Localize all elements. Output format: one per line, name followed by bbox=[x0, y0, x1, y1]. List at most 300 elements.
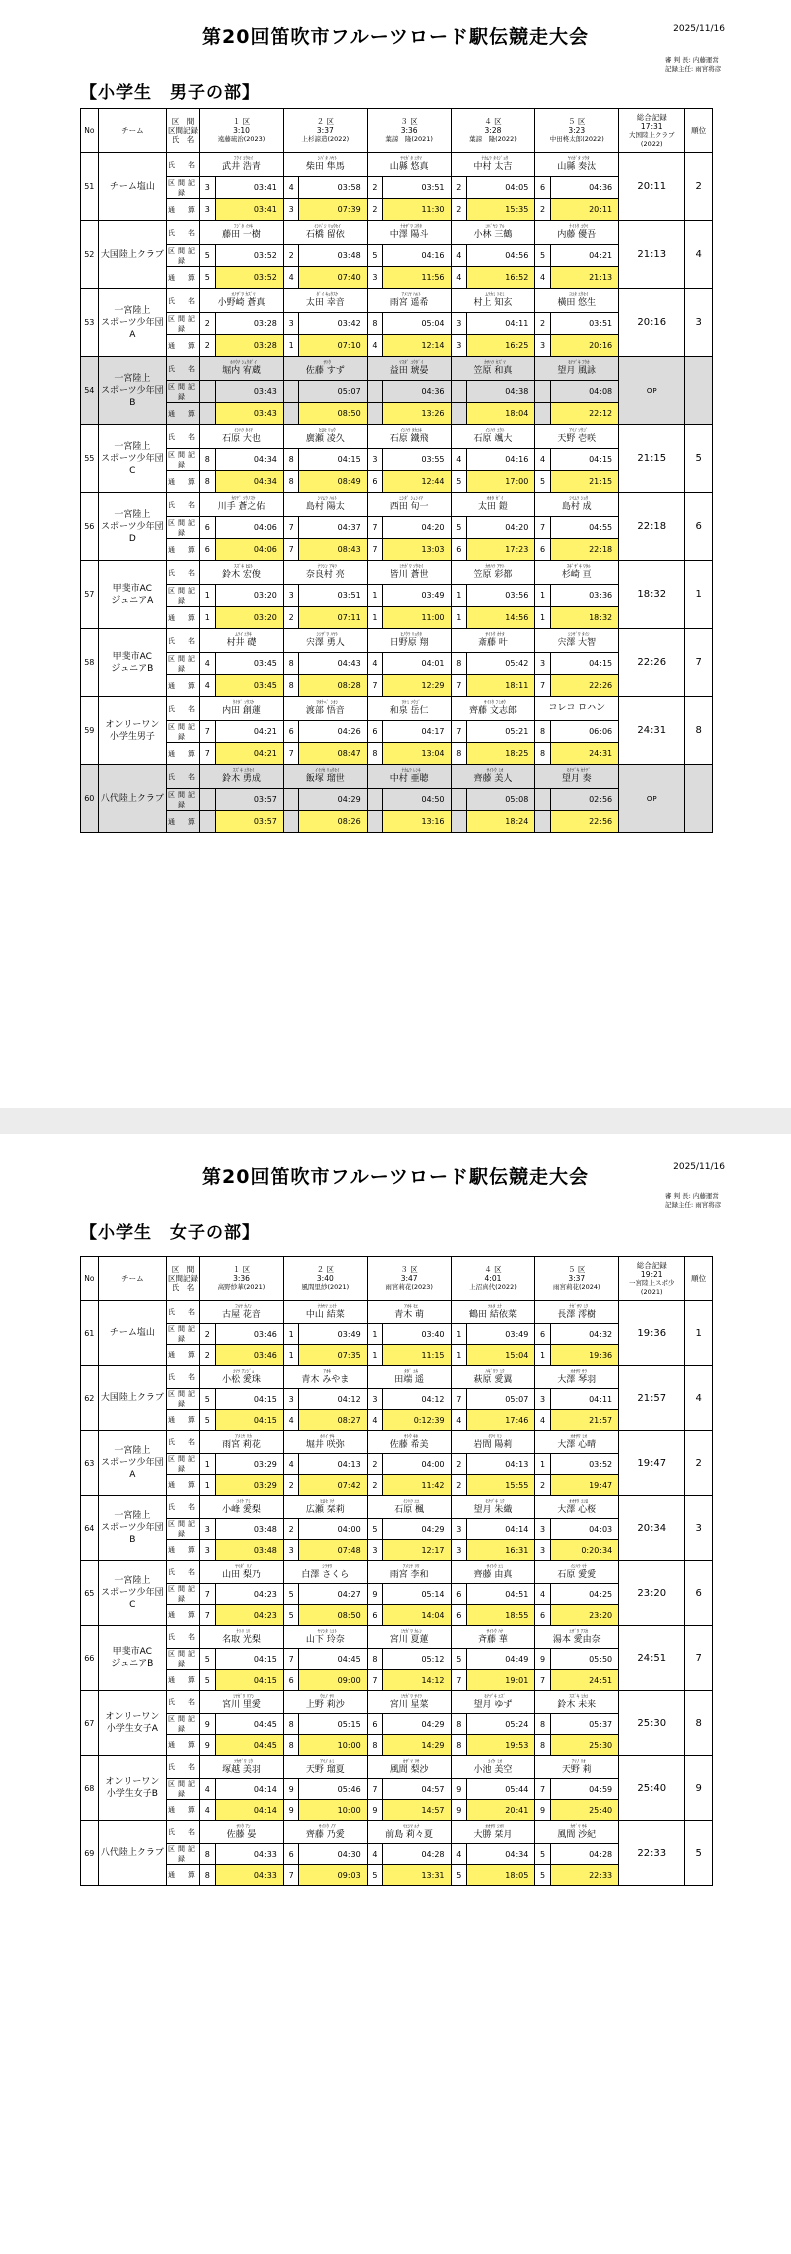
leg-time: 04:34 bbox=[466, 1844, 534, 1865]
cumulative-rank: 4 bbox=[283, 1410, 298, 1431]
runner-kana: ｽｷﾞｻﾞｷ ﾜﾀﾙ bbox=[566, 564, 591, 570]
leg-rank: 2 bbox=[200, 313, 215, 335]
cumulative-rank bbox=[535, 811, 550, 833]
leg-rank: 2 bbox=[367, 1454, 382, 1475]
cumulative-rank: 7 bbox=[200, 743, 215, 765]
leg-time: 03:41 bbox=[215, 177, 283, 199]
runner-name bbox=[367, 1366, 451, 1389]
leg-rank: 6 bbox=[200, 517, 215, 539]
runner-kana: ｱﾏﾉ ﾙﾐ bbox=[320, 1758, 335, 1765]
runner-name bbox=[200, 221, 284, 245]
runner-kanji: 長澤 澪樹 bbox=[557, 1309, 597, 1320]
section-time-row bbox=[81, 585, 713, 607]
runner-name bbox=[451, 1301, 535, 1324]
runner-name bbox=[535, 697, 619, 721]
team-name-line: 一宮陸上 bbox=[114, 1511, 151, 1521]
runner-kana: ｱｵｷ ﾓｴ bbox=[404, 1303, 419, 1310]
leg-rank: 3 bbox=[535, 1519, 550, 1540]
header-rank: 順位 bbox=[685, 109, 713, 153]
team-name-line: 小学生女子A bbox=[106, 1724, 158, 1734]
runner-name bbox=[200, 1301, 284, 1324]
runner-kana: ｼｼｻﾞﾜ ﾊﾔﾄ bbox=[316, 632, 339, 638]
runner-kana: ﾔﾏｼﾀ ﾐｺﾄ bbox=[317, 1628, 337, 1635]
row-label-sec: 区間記録 bbox=[168, 1390, 199, 1408]
runner-kana: ﾅｶｻﾞﾜ ﾖｳﾀ bbox=[400, 224, 422, 230]
leg-time: 04:13 bbox=[299, 1454, 367, 1475]
cumulative-rank: 2 bbox=[367, 199, 382, 221]
cumulative-time: 0:20:34 bbox=[550, 1540, 618, 1561]
leg-rank: 3 bbox=[535, 1389, 550, 1410]
leg-rank: 4 bbox=[535, 449, 550, 471]
cumulative-time: 07:11 bbox=[299, 607, 367, 629]
row-label-name: 氏 名 bbox=[167, 765, 200, 789]
cumulative-time: 14:29 bbox=[383, 1735, 451, 1756]
team-total-time: 21:15 bbox=[619, 425, 685, 493]
cumulative-rank: 2 bbox=[283, 1475, 298, 1496]
runner-kanji: 渡部 悟音 bbox=[305, 706, 345, 716]
runner-kana: ｻｲﾄｳ ﾐｵ bbox=[486, 768, 504, 774]
cumulative-rank: 3 bbox=[200, 199, 215, 221]
leg-rank: 7 bbox=[535, 1779, 550, 1800]
runner-kana: ｼﾗｻﾜ bbox=[322, 1563, 333, 1570]
cumulative-time: 0:12:39 bbox=[383, 1410, 451, 1431]
row-label-sec: 区間記録 bbox=[168, 382, 199, 401]
team-name-line: 八代陸上クラブ bbox=[100, 1848, 164, 1858]
leg-rank: 8 bbox=[451, 653, 466, 675]
row-label-name: 氏 名 bbox=[167, 1626, 200, 1649]
staff-line: 審 判 長: 内藤運営 bbox=[665, 1192, 719, 1200]
team-number: 62 bbox=[81, 1366, 99, 1431]
runner-kanji: 石橋 留依 bbox=[305, 230, 345, 240]
cumulative-time: 12:17 bbox=[383, 1540, 451, 1561]
header-no: No bbox=[81, 1257, 99, 1301]
leg-rank bbox=[200, 381, 215, 403]
leg-rank: 3 bbox=[283, 1389, 298, 1410]
runner-kana: ﾐﾔｶﾞﾜ ｻｲﾗ bbox=[400, 1693, 422, 1700]
runner-kanji: 湯本 愛由奈 bbox=[552, 1634, 601, 1645]
cumulative-time-row bbox=[81, 1475, 713, 1496]
runner-kanji: 岩間 陽莉 bbox=[473, 1439, 513, 1450]
runner-name bbox=[535, 1821, 619, 1844]
leg-rank: 1 bbox=[200, 1454, 215, 1475]
leg-label: ４ 区 bbox=[484, 1265, 502, 1275]
runner-kanji: 佐藤 晏 bbox=[226, 1829, 257, 1840]
runner-kana: ｻｲﾄｳ ﾕﾐ bbox=[486, 1563, 504, 1570]
cumulative-rank: 6 bbox=[200, 539, 215, 561]
cumulative-rank: 7 bbox=[367, 1670, 382, 1691]
leg-record-time: 3:23 bbox=[568, 126, 586, 136]
runner-kana: ｺﾊﾞﾔｼ ｱﾙ bbox=[485, 224, 505, 230]
leg-record-holder: 遠藤琉治(2023) bbox=[217, 135, 266, 144]
cumulative-time-row bbox=[81, 743, 713, 765]
leg-time: 04:36 bbox=[550, 177, 618, 199]
team-rank: 5 bbox=[685, 425, 713, 493]
cumulative-time: 20:41 bbox=[466, 1800, 534, 1821]
runner-kanji: 益田 琥晏 bbox=[389, 366, 429, 376]
cumulative-time: 22:26 bbox=[550, 675, 618, 697]
runner-name bbox=[451, 153, 535, 177]
leg-rank: 7 bbox=[200, 721, 215, 743]
runner-kanji: 宮川 里愛 bbox=[222, 1699, 261, 1710]
runner-kanji: 望月 風詠 bbox=[557, 366, 597, 376]
cumulative-time: 17:23 bbox=[466, 539, 534, 561]
cumulative-rank: 3 bbox=[367, 267, 382, 289]
leg-time: 04:29 bbox=[299, 789, 367, 811]
runner-name bbox=[200, 1366, 284, 1389]
team-rank: 1 bbox=[685, 561, 713, 629]
runner-name bbox=[283, 425, 367, 449]
staff-line: 記録主任: 雨宮将彦 bbox=[665, 1201, 722, 1209]
runner-kana: ﾏｴｼﾏ ﾙﾅ bbox=[402, 1823, 420, 1830]
row-label-name: 氏 名 bbox=[167, 1431, 200, 1454]
runner-kana: ﾅｲﾄｳ ﾕｳﾏ bbox=[569, 224, 589, 230]
team-name bbox=[98, 1626, 166, 1691]
leg-rank: 8 bbox=[535, 721, 550, 743]
leg-time: 04:08 bbox=[550, 381, 618, 403]
team-rank: 4 bbox=[685, 1366, 713, 1431]
cumulative-time: 16:52 bbox=[466, 267, 534, 289]
row-label-cum: 通 算 bbox=[167, 1670, 200, 1691]
runner-name bbox=[535, 1626, 619, 1649]
cumulative-time: 07:40 bbox=[299, 267, 367, 289]
team-name-row bbox=[81, 1496, 713, 1519]
cumulative-time-row bbox=[81, 471, 713, 493]
cumulative-rank: 7 bbox=[535, 675, 550, 697]
cumulative-time: 14:12 bbox=[383, 1670, 451, 1691]
team-name bbox=[98, 765, 166, 833]
runner-name bbox=[283, 153, 367, 177]
leg-time: 04:15 bbox=[299, 449, 367, 471]
row-label-name: 氏 名 bbox=[167, 561, 200, 585]
team-name-line: オンリーワン bbox=[105, 1712, 160, 1722]
leg-time: 03:58 bbox=[299, 177, 367, 199]
leg-record-holder: 上沼真代(2022) bbox=[469, 1283, 517, 1292]
section-time-row bbox=[81, 449, 713, 471]
section-time-row bbox=[81, 245, 713, 267]
team-total-time: 18:32 bbox=[619, 561, 685, 629]
cumulative-time: 22:33 bbox=[550, 1865, 618, 1886]
leg-time: 04:15 bbox=[550, 653, 618, 675]
team-name bbox=[98, 1821, 166, 1886]
cumulative-time: 04:14 bbox=[215, 1800, 283, 1821]
leg-rank: 1 bbox=[367, 585, 382, 607]
leg-time: 03:52 bbox=[550, 1454, 618, 1475]
leg-label: ２ 区 bbox=[316, 117, 334, 127]
row-label-name: 氏 名 bbox=[167, 425, 200, 449]
runner-name bbox=[283, 221, 367, 245]
leg-time: 04:17 bbox=[383, 721, 451, 743]
cumulative-time: 24:51 bbox=[550, 1670, 618, 1691]
runner-kanji: 石原 颯大 bbox=[473, 434, 513, 444]
section-time-row bbox=[81, 1324, 713, 1345]
cumulative-time: 08:28 bbox=[299, 675, 367, 697]
cumulative-time: 08:47 bbox=[299, 743, 367, 765]
leg-time: 04:43 bbox=[299, 653, 367, 675]
leg-rank: 7 bbox=[535, 517, 550, 539]
team-number: 53 bbox=[81, 289, 99, 357]
runner-kana: ｻﾄｳ ｱﾝ bbox=[236, 1823, 251, 1830]
runner-name bbox=[283, 1301, 367, 1324]
cumulative-rank bbox=[367, 811, 382, 833]
row-label-sec: 区間記録 bbox=[168, 1780, 199, 1798]
team-name bbox=[98, 1756, 166, 1821]
leg-rank: 1 bbox=[367, 1324, 382, 1345]
leg-record-holder: 高野紗華(2021) bbox=[217, 1283, 266, 1292]
staff-line: 審 判 長: 内藤運営 bbox=[665, 56, 719, 64]
leg-time: 04:16 bbox=[383, 245, 451, 267]
leg-time: 06:06 bbox=[550, 721, 618, 743]
cumulative-time-row bbox=[81, 335, 713, 357]
cumulative-time: 22:56 bbox=[550, 811, 618, 833]
runner-name bbox=[535, 153, 619, 177]
header-leg-2 bbox=[283, 1257, 367, 1301]
runner-kana: ﾌｼﾞﾀ ｲﾂｷ bbox=[233, 224, 254, 230]
header-leg-1 bbox=[200, 109, 284, 153]
runner-name bbox=[535, 221, 619, 245]
cumulative-time-row bbox=[81, 1410, 713, 1431]
runner-name bbox=[283, 1431, 367, 1454]
runner-kana: ﾂｶｻﾞﾜ ﾐｳ bbox=[233, 1758, 254, 1765]
runner-kanji: 奈良村 亮 bbox=[305, 570, 345, 580]
runner-name bbox=[451, 221, 535, 245]
cumulative-time: 15:04 bbox=[466, 1345, 534, 1366]
leg-rank: 3 bbox=[535, 653, 550, 675]
runner-kanji: 佐藤 すず bbox=[305, 366, 345, 376]
leg-rank: 6 bbox=[451, 1584, 466, 1605]
cumulative-time-row bbox=[81, 199, 713, 221]
leg-time: 04:05 bbox=[466, 177, 534, 199]
team-name-line: スポーツ少年団C bbox=[101, 453, 164, 476]
runner-kanji: 青木 萌 bbox=[394, 1309, 425, 1320]
leg-time: 04:25 bbox=[550, 1584, 618, 1605]
header-total-label: 総合記録 bbox=[636, 113, 667, 122]
leg-time: 05:24 bbox=[466, 1714, 534, 1735]
runner-kanji: 斉藤 華 bbox=[478, 1634, 508, 1645]
team-name-line: スポーツ少年団B bbox=[101, 385, 164, 408]
team-name bbox=[98, 1431, 166, 1496]
leg-label: ３ 区 bbox=[400, 117, 418, 127]
leg-record-time: 4:01 bbox=[484, 1274, 502, 1284]
cumulative-time: 07:10 bbox=[299, 335, 367, 357]
runner-kanji: 天野 壱咲 bbox=[557, 434, 597, 444]
header-row bbox=[81, 1257, 713, 1301]
row-label-cum: 通 算 bbox=[167, 1345, 200, 1366]
leg-time: 04:29 bbox=[383, 1519, 451, 1540]
header-leg-label: 氏 名 bbox=[171, 1283, 195, 1292]
runner-kana: ﾅｶﾞｻﾜ ﾐｸ bbox=[569, 1303, 589, 1310]
runner-kana: ｳｴﾉ ｻﾘ bbox=[320, 1693, 335, 1700]
team-rank: 6 bbox=[685, 493, 713, 561]
team-rank bbox=[685, 357, 713, 425]
runner-name bbox=[367, 1561, 451, 1584]
cumulative-time: 19:36 bbox=[550, 1345, 618, 1366]
runner-kana: ｲｲﾂｶ ﾘｮｳｾｲ bbox=[315, 768, 340, 774]
runner-name bbox=[367, 1301, 451, 1324]
cumulative-rank bbox=[283, 811, 298, 833]
leg-time: 04:14 bbox=[215, 1779, 283, 1800]
header-leg-4 bbox=[451, 1257, 535, 1301]
team-total-time: 21:57 bbox=[619, 1366, 685, 1431]
cumulative-time: 18:55 bbox=[466, 1605, 534, 1626]
cumulative-rank: 5 bbox=[535, 1865, 550, 1886]
leg-record-holder: 風間里紗(2021) bbox=[301, 1283, 350, 1292]
cumulative-time: 18:32 bbox=[550, 607, 618, 629]
runner-kanji: 石原 愛愛 bbox=[557, 1569, 597, 1580]
cumulative-rank: 8 bbox=[535, 743, 550, 765]
cumulative-time: 14:04 bbox=[383, 1605, 451, 1626]
row-label-sec: 区間記録 bbox=[168, 1325, 199, 1343]
leg-time: 04:59 bbox=[550, 1779, 618, 1800]
team-name-row bbox=[81, 493, 713, 517]
runner-name bbox=[283, 1756, 367, 1779]
cumulative-rank: 1 bbox=[367, 607, 382, 629]
runner-kana: ｱﾏﾉ ｿｳｺﾞ bbox=[569, 428, 589, 434]
runner-kanji: 石原 楓 bbox=[394, 1504, 425, 1515]
runner-kanji: 太田 鎧 bbox=[478, 502, 508, 512]
leg-rank: 3 bbox=[451, 313, 466, 335]
cumulative-time: 18:24 bbox=[466, 811, 534, 833]
runner-name bbox=[283, 1561, 367, 1584]
runner-name bbox=[367, 765, 451, 789]
team-name-line: 一宮陸上 bbox=[114, 509, 151, 520]
leg-time: 04:00 bbox=[299, 1519, 367, 1540]
row-label-cum: 通 算 bbox=[167, 1800, 200, 1821]
cumulative-time: 07:42 bbox=[299, 1475, 367, 1496]
header-row bbox=[81, 109, 713, 153]
leg-rank: 7 bbox=[200, 1584, 215, 1605]
leg-rank bbox=[535, 381, 550, 403]
section-time-row bbox=[81, 653, 713, 675]
leg-rank: 4 bbox=[451, 1844, 466, 1865]
runner-name bbox=[367, 697, 451, 721]
team-name-line: チーム塩山 bbox=[109, 1328, 155, 1338]
team-number: 55 bbox=[81, 425, 99, 493]
cumulative-time: 08:50 bbox=[299, 403, 367, 425]
runner-name bbox=[200, 765, 284, 789]
row-label-cum: 通 算 bbox=[167, 539, 200, 561]
cumulative-time: 23:20 bbox=[550, 1605, 618, 1626]
cumulative-rank: 7 bbox=[367, 539, 382, 561]
runner-kanji: 小松 愛珠 bbox=[222, 1374, 261, 1385]
runner-kana: ﾔﾏﾀﾞ ﾘﾉ bbox=[235, 1563, 252, 1570]
runner-name bbox=[367, 1691, 451, 1714]
cumulative-rank: 9 bbox=[535, 1800, 550, 1821]
leg-time: 03:20 bbox=[215, 585, 283, 607]
runner-kana: ｵｵｻﾜ ｼｵﾘ bbox=[485, 1823, 505, 1830]
cumulative-rank: 8 bbox=[200, 1865, 215, 1886]
leg-rank: 5 bbox=[535, 1844, 550, 1865]
cumulative-time: 12:29 bbox=[383, 675, 451, 697]
leg-time: 04:28 bbox=[550, 1844, 618, 1865]
team-number: 66 bbox=[81, 1626, 99, 1691]
runner-kana: ｲｼﾊﾗ ﾕｴ bbox=[402, 1498, 420, 1505]
cumulative-rank: 8 bbox=[283, 471, 298, 493]
runner-kana: ﾅｶﾔﾏ ﾕｲﾅ bbox=[317, 1303, 337, 1310]
team-name bbox=[98, 1561, 166, 1626]
leg-time: 03:51 bbox=[383, 177, 451, 199]
leg-rank bbox=[367, 381, 382, 403]
cumulative-time: 13:31 bbox=[383, 1865, 451, 1886]
runner-kana: ﾌﾙﾔ ｶﾉﾝ bbox=[235, 1303, 252, 1310]
leg-time: 03:48 bbox=[215, 1519, 283, 1540]
cumulative-time: 19:47 bbox=[550, 1475, 618, 1496]
team-total-time: 19:47 bbox=[619, 1431, 685, 1496]
leg-time: 05:42 bbox=[466, 653, 534, 675]
runner-kanji: 齊藤 乃愛 bbox=[305, 1829, 345, 1840]
team-name bbox=[98, 1691, 166, 1756]
runner-name bbox=[535, 1496, 619, 1519]
event-title: 第20回笛吹市フルーツロード駅伝競走大会 bbox=[202, 26, 589, 48]
cumulative-time-row bbox=[81, 1540, 713, 1561]
cumulative-time-row bbox=[81, 607, 713, 629]
row-label-name: 氏 名 bbox=[167, 1691, 200, 1714]
leg-rank: 2 bbox=[451, 177, 466, 199]
leg-record-time: 3:36 bbox=[400, 126, 418, 136]
leg-time: 03:43 bbox=[215, 381, 283, 403]
leg-rank bbox=[451, 381, 466, 403]
runner-kana: ｵｵｻﾜ ｺｺﾛ bbox=[569, 1498, 589, 1505]
header-leg-5 bbox=[535, 1257, 619, 1301]
cumulative-rank: 3 bbox=[535, 1540, 550, 1561]
runner-kana: ｵﾉｻﾞﾜ ｶｽﾞﾏ bbox=[231, 292, 256, 298]
cumulative-rank: 1 bbox=[535, 607, 550, 629]
team-number: 52 bbox=[81, 221, 99, 289]
runner-kanji: コレコ ロハン bbox=[548, 703, 606, 713]
cumulative-time-row bbox=[81, 267, 713, 289]
cumulative-time: 20:16 bbox=[550, 335, 618, 357]
runner-kana: ﾜﾀﾅﾍﾞ ｼｵﾝ bbox=[316, 700, 339, 706]
runner-kana: ﾋﾛｾ ﾘｮｳ bbox=[319, 428, 336, 434]
runner-kana: ｶﾜﾃﾞ ｿｳﾉｽｹ bbox=[231, 496, 256, 502]
leg-rank: 1 bbox=[451, 1324, 466, 1345]
row-label-sec: 区間記録 bbox=[168, 314, 199, 333]
header-leg-label: 区 間 bbox=[171, 1265, 195, 1274]
runner-kanji: 塚越 美羽 bbox=[222, 1764, 261, 1775]
cumulative-rank bbox=[200, 811, 215, 833]
cumulative-time: 25:30 bbox=[550, 1735, 618, 1756]
runner-name bbox=[283, 765, 367, 789]
leg-rank: 8 bbox=[283, 449, 298, 471]
runner-name bbox=[451, 697, 535, 721]
runner-name bbox=[451, 357, 535, 381]
runner-kana: ﾀﾞｲ ｷｮｳｽｹ bbox=[316, 292, 339, 298]
runner-kana: ﾀﾀﾞ ﾕｷ bbox=[404, 1368, 419, 1375]
runner-kana: ﾅｶﾑﾗ ﾀｲｼﾞｮｳ bbox=[481, 156, 509, 162]
runner-name bbox=[200, 1561, 284, 1584]
runner-kana: ﾕｻﾞﾜ ｱｽｶ bbox=[569, 1628, 589, 1635]
leg-time: 04:00 bbox=[383, 1454, 451, 1475]
leg-time: 04:01 bbox=[383, 653, 451, 675]
runner-kana: ﾊｷﾞﾜﾗ ﾐｸ bbox=[485, 1368, 505, 1375]
leg-time: 04:27 bbox=[299, 1584, 367, 1605]
leg-rank: 1 bbox=[200, 585, 215, 607]
runner-kana: ｽｽﾞｷ ﾋﾛﾄ bbox=[233, 564, 254, 570]
cumulative-rank: 2 bbox=[451, 1475, 466, 1496]
runner-kanji: 和泉 岳仁 bbox=[389, 706, 429, 716]
leg-rank: 1 bbox=[535, 1454, 550, 1475]
runner-name bbox=[367, 1431, 451, 1454]
section-title-girls: 【小学生 女子の部】 bbox=[80, 1223, 260, 1243]
leg-rank: 3 bbox=[200, 1519, 215, 1540]
leg-rank: 6 bbox=[535, 1324, 550, 1345]
runner-kanji: 太田 幸音 bbox=[305, 298, 345, 308]
cumulative-time-row bbox=[81, 1605, 713, 1626]
team-number: 59 bbox=[81, 697, 99, 765]
row-label-sec: 区間記録 bbox=[168, 246, 199, 265]
cumulative-rank bbox=[535, 403, 550, 425]
runner-name bbox=[367, 289, 451, 313]
runner-name bbox=[535, 493, 619, 517]
